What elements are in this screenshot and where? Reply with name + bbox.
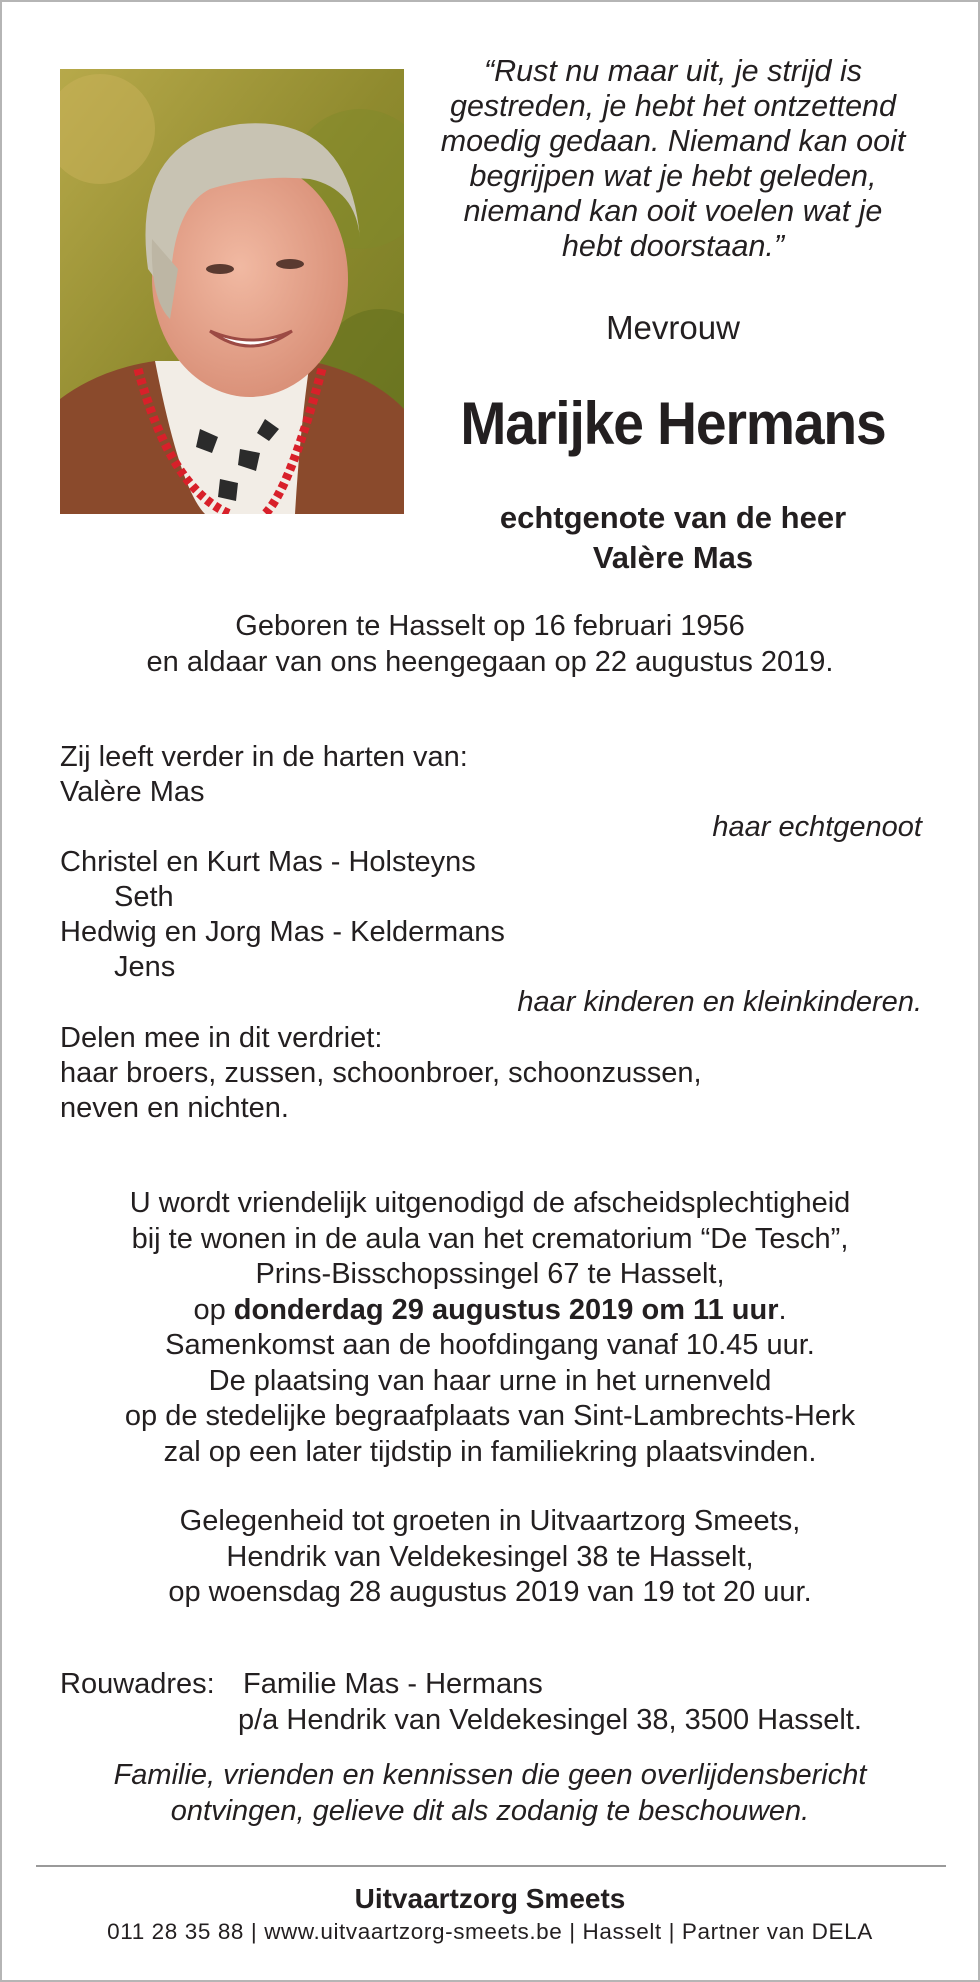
- family-grandchild-2: Jens: [114, 951, 176, 983]
- visitation-line-2: Hendrik van Veldekesingel 38 te Hasselt,: [226, 1540, 754, 1573]
- footer-divider: [36, 1865, 946, 1867]
- footnote: [42, 1757, 938, 1829]
- address-line-1: Familie Mas - Hermans: [243, 1668, 543, 1700]
- share-line-1: haar broers, zussen, schoonbroer, schoonzussen,: [60, 1057, 702, 1089]
- family-child-1: Christel en Kurt Mas - Holsteyns: [60, 846, 476, 878]
- family-children-role: haar kinderen en kleinkinderen.: [517, 986, 922, 1018]
- portrait-photo: [60, 69, 404, 514]
- quote-text: “Rust nu maar uit, je strijd is gestreden, je hebt het ontzettend moedig gedaan. Niemand kan ooit begrijpen wat je hebt geleden, niemand kan ooit voelen wat je hebt doorstaan.”: [440, 54, 906, 263]
- visitation-block: [42, 1504, 938, 1611]
- footnote-line-2: ontvingen, gelieve dit als zodanig te beschouwen.: [170, 1795, 810, 1827]
- family-husband: Valère Mas: [60, 776, 205, 808]
- funeral-home-name: Uitvaartzorg Smeets: [354, 1883, 626, 1914]
- ceremony-line-3: Prins-Bisschopssingel 67 te Hasselt,: [255, 1258, 725, 1290]
- share-line-2: neven en nichten.: [60, 1092, 289, 1124]
- ceremony-line-7: op de stedelijke begraafplaats van Sint-Lambrechts-Herk: [124, 1400, 856, 1432]
- ceremony-date: donderdag 29 augustus 2019 om 11 uur: [233, 1293, 779, 1326]
- visitation-line-3: op woensdag 28 augustus 2019 van 19 tot 20 uur.: [168, 1576, 812, 1608]
- footnote-line-1: Familie, vrienden en kennissen die geen overlijdensbericht: [113, 1759, 867, 1791]
- ceremony-block: [42, 1186, 938, 1470]
- spouse-line1: echtgenote van de heer: [499, 500, 847, 535]
- family-husband-role: haar echtgenoot: [712, 811, 922, 843]
- address-label: Rouwadres:: [60, 1668, 215, 1700]
- funeral-home-contact: 011 28 35 88 | www.uitvaartzorg-smeets.be | Hasselt | Partner van DELA: [107, 1919, 873, 1944]
- spouse-line2: Valère Mas: [592, 540, 754, 575]
- share-intro: Delen mee in dit verdriet:: [60, 1022, 383, 1054]
- ceremony-line-5: Samenkomst aan de hoofdingang vanaf 10.45 uur.: [165, 1329, 815, 1361]
- honorific: Mevrouw: [606, 309, 740, 346]
- ceremony-line-1: U wordt vriendelijk uitgenodigd de afscheidsplechtigheid: [129, 1187, 851, 1219]
- ceremony-line-2: bij te wonen in de aula van het crematorium “De Tesch”,: [131, 1222, 849, 1255]
- death-line: en aldaar van ons heengegaan op 22 augustus 2019.: [146, 646, 834, 678]
- life-dates: [42, 608, 938, 680]
- ceremony-line-4: [42, 1293, 938, 1329]
- ceremony-date-prefix: op: [193, 1293, 234, 1326]
- family-intro: Zij leeft verder in de harten van:: [60, 741, 468, 773]
- ceremony-line-6: De plaatsing van haar urne in het urnenveld: [208, 1364, 772, 1397]
- birth-line: Geboren te Hasselt op 16 februari 1956: [235, 610, 745, 642]
- ceremony-line-8: zal op een later tijdstip in familiekring plaatsvinden.: [163, 1435, 817, 1468]
- family-child-2: Hedwig en Jorg Mas - Keldermans: [60, 916, 505, 948]
- portrait-icon: [60, 69, 404, 514]
- address-line-2: p/a Hendrik van Veldekesingel 38, 3500 Hasselt.: [238, 1704, 862, 1736]
- ceremony-date-suffix: .: [778, 1293, 787, 1326]
- deceased-name: Marijke Hermans: [460, 390, 886, 457]
- visitation-line-1: Gelegenheid tot groeten in Uitvaartzorg Smeets,: [179, 1505, 801, 1537]
- spouse-block: [420, 498, 926, 578]
- family-grandchild-1: Seth: [114, 881, 174, 913]
